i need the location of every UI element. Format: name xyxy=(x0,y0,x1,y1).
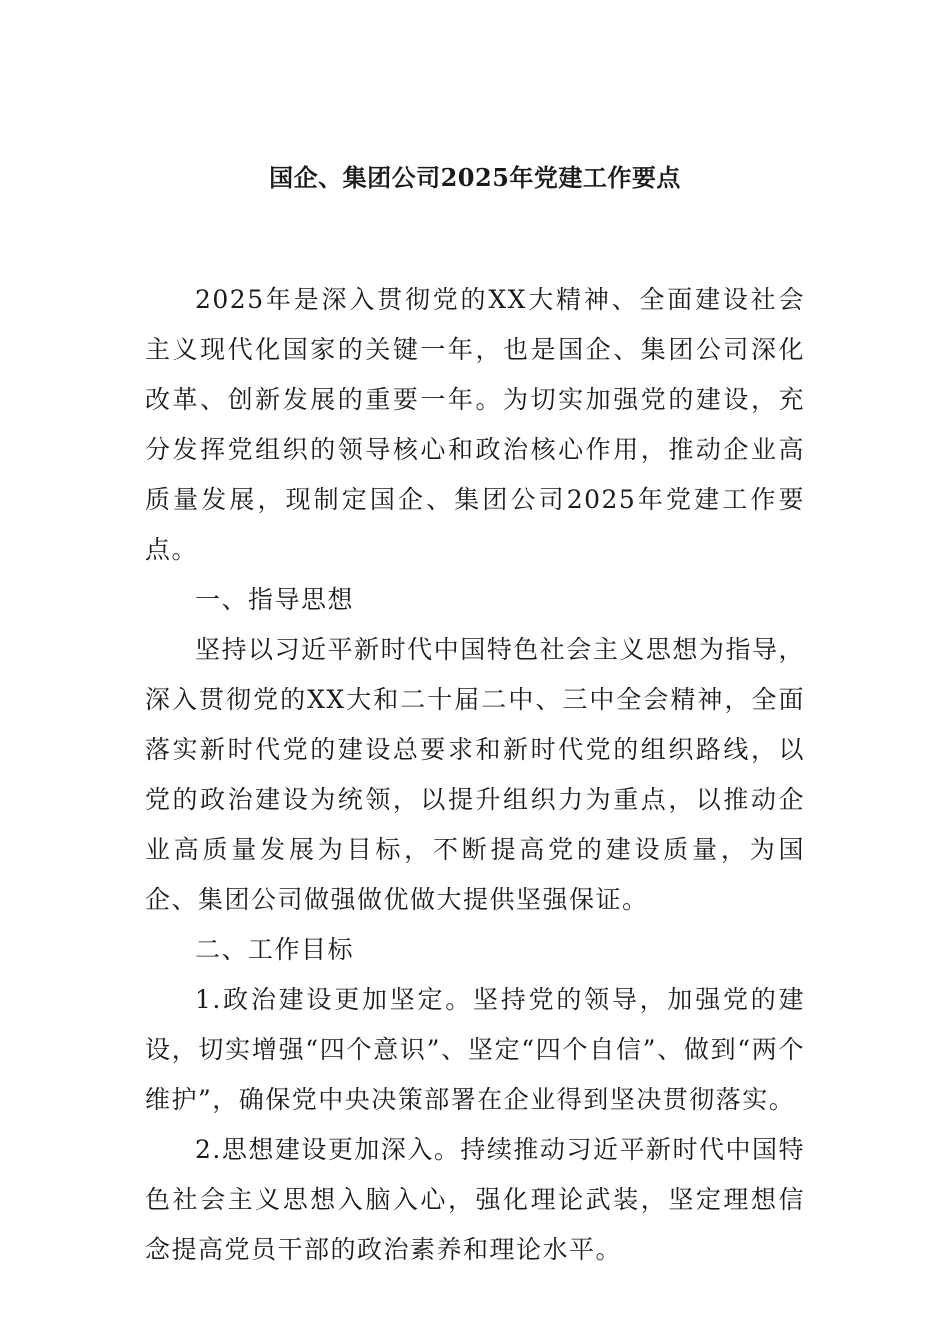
goal-item-ideological: 2.思想建设更加深入。持续推动习近平新时代中国特色社会主义思想入脑入心，强化理论武装，坚定理想信念提高党员干部的政治素养和理论水平。 xyxy=(145,1135,805,1264)
goal-item-political: 1.政治建设更加坚定。坚持党的领导，加强党的建设，切实增强“四个意识”、坚定“四个自信”、做到“两个维护”，确保党中央决策部署在企业得到坚决贯彻落实。 xyxy=(145,985,805,1114)
section-heading-guiding-ideology: 一、指导思想 xyxy=(195,585,355,614)
intro-paragraph: 2025年是深入贯彻党的XX大精神、全面建设社会主义现代化国家的关键一年，也是国企、集团公司深化改革、创新发展的重要一年。为切实加强党的建设，充分发挥党组织的领导核心和政治核心作用，推动企业高质量发展，现制定国企、集团公司2025年党建工作要点。 xyxy=(145,285,805,564)
document-body xyxy=(145,275,805,1275)
section-heading-work-goals: 二、工作目标 xyxy=(195,935,355,964)
guiding-ideology-paragraph: 坚持以习近平新时代中国特色社会主义思想为指导，深入贯彻党的XX大和二十届二中、三中全会精神，全面落实新时代党的建设总要求和新时代党的组织路线，以党的政治建设为统领，以提升组织力为重点，以推动企业高质量发展为目标，不断提高党的建设质量，为国企、集团公司做强做优做大提供坚强保证。 xyxy=(145,635,805,914)
document-title: 国企、集团公司2025年党建工作要点 xyxy=(269,163,681,192)
